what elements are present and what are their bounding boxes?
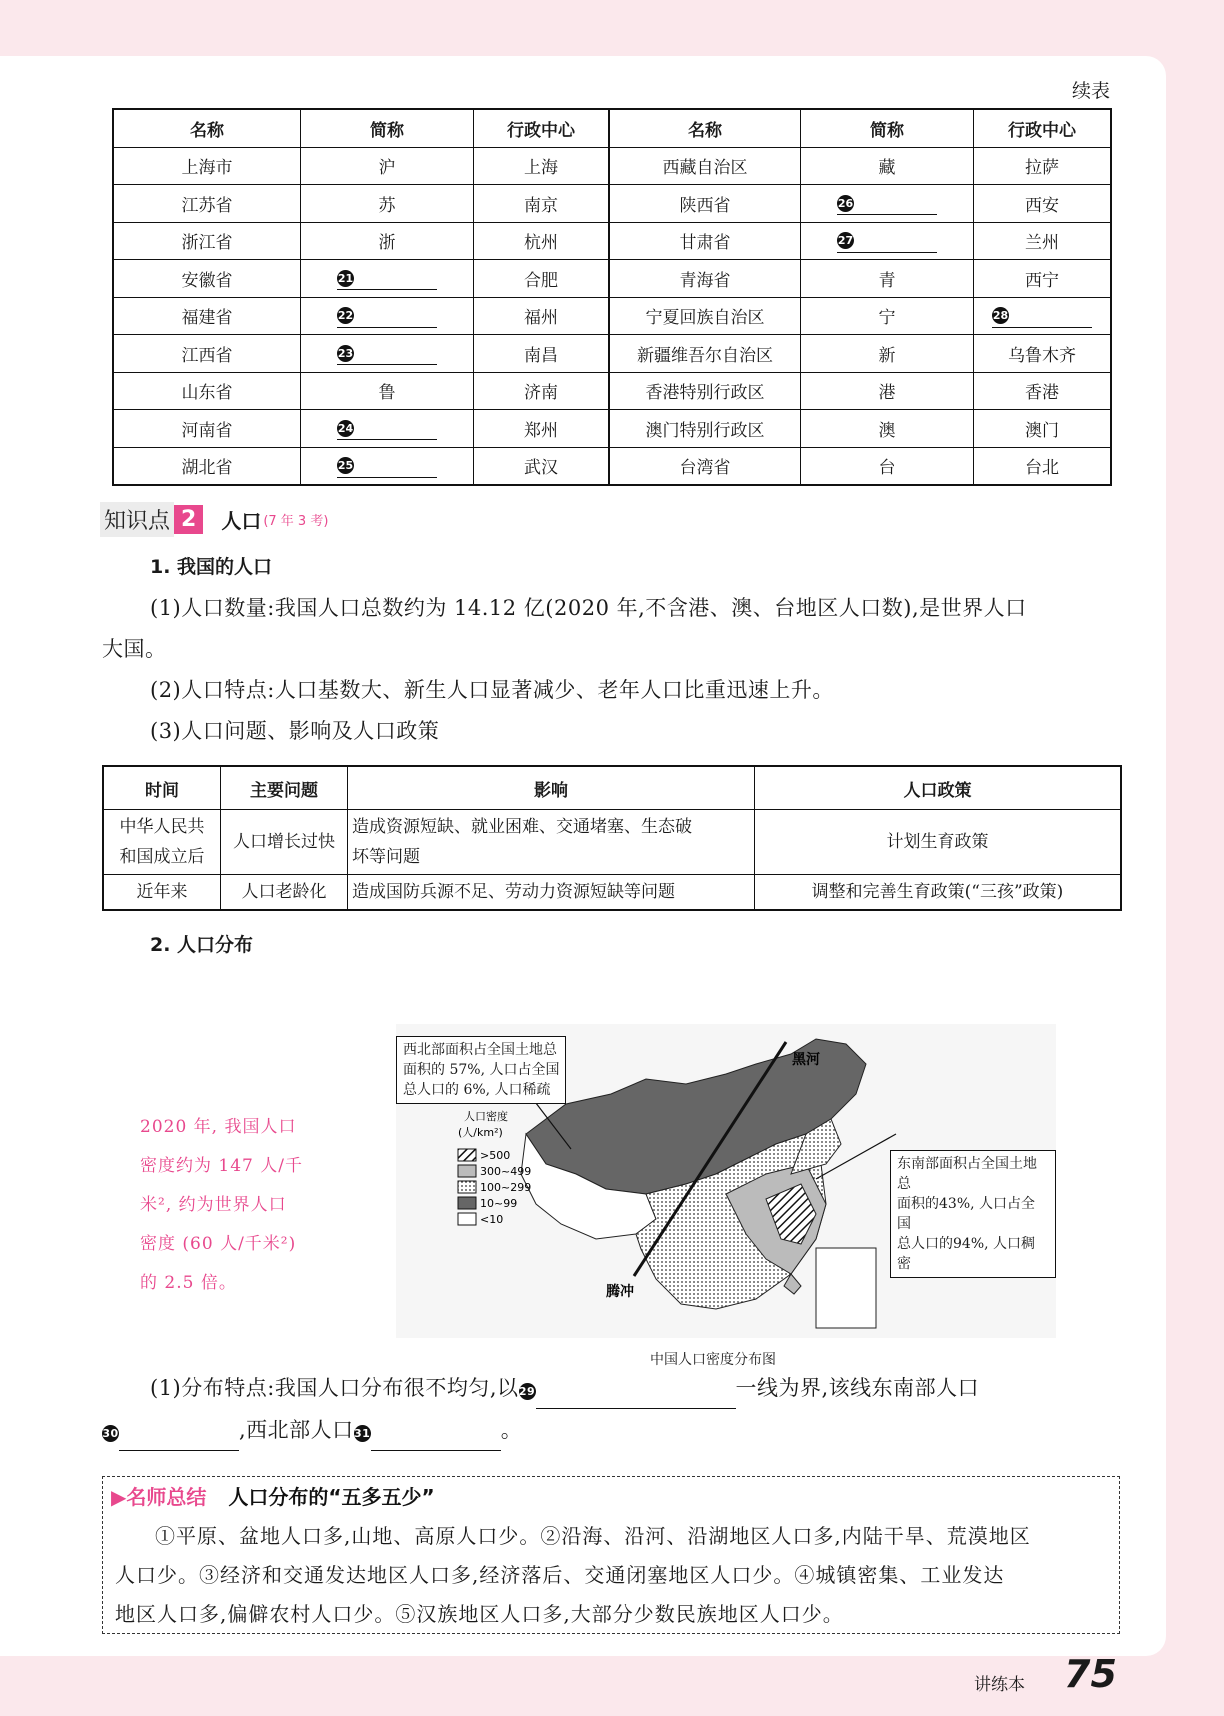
- legend-label: 10~99: [480, 1197, 518, 1210]
- cell-name: 上海市: [113, 147, 301, 185]
- question-text: 。: [500, 1418, 523, 1442]
- cell-name: 澳门特别行政区: [609, 410, 801, 448]
- header-capital: 行政中心: [474, 109, 610, 147]
- south-sea-inset: [816, 1248, 876, 1328]
- cell-name: 江西省: [113, 335, 301, 373]
- table-row: [103, 875, 1121, 911]
- cell-capital: 郑州: [474, 410, 610, 448]
- cell-capital: [974, 297, 1112, 335]
- answer-blank[interactable]: [337, 342, 437, 365]
- cell-abbr: 浙: [301, 222, 474, 260]
- cell-abbr: [801, 222, 974, 260]
- page-number: 75: [1064, 1652, 1117, 1696]
- cell-abbr: 藏: [801, 147, 974, 185]
- cell-name: 安徽省: [113, 260, 301, 298]
- note-line: 密度约为 147 人/千: [140, 1156, 303, 1176]
- summary-title: 人口分布的“五多五少”: [228, 1485, 435, 1509]
- cell-capital: 合肥: [474, 260, 610, 298]
- question-line-1: [150, 1368, 1130, 1409]
- cell-capital: 杭州: [474, 222, 610, 260]
- legend-swatch: [458, 1149, 476, 1161]
- legend-unit: (人/km²): [458, 1126, 503, 1139]
- cell-time: 近年来: [103, 875, 221, 911]
- cell-abbr: [801, 185, 974, 223]
- knowledge-point-title: 人口: [221, 509, 262, 533]
- cell-name: 青海省: [609, 260, 801, 298]
- blank-number: 26: [837, 196, 854, 210]
- cell-abbr: 港: [801, 372, 974, 410]
- cell-abbr: 新: [801, 335, 974, 373]
- cell-name: 江苏省: [113, 185, 301, 223]
- map-caption: 中国人口密度分布图: [650, 1352, 776, 1368]
- question-text: (1)分布特点:我国人口分布很不均匀,以: [150, 1376, 519, 1400]
- blank-number: 31: [354, 1427, 371, 1440]
- blank-number: 25: [337, 459, 354, 472]
- header-effect: 影响: [348, 766, 755, 810]
- label-heihe: 黑河: [792, 1052, 820, 1068]
- table-row: [113, 222, 1111, 260]
- summary-body: [115, 1517, 1111, 1634]
- table-row: [103, 810, 1121, 875]
- blank-number: 24: [337, 421, 354, 435]
- policy-table: [102, 765, 1122, 911]
- section1-title: 1. 我国的人口: [150, 556, 273, 578]
- legend-swatch: [458, 1213, 476, 1225]
- cell-problem: 人口增长过快: [221, 810, 348, 875]
- cell-capital: 福州: [474, 297, 610, 335]
- callout-line: 总人口的 6%, 人口稀疏: [403, 1082, 551, 1098]
- continuation-label: 续表: [1071, 80, 1110, 102]
- cell-capital: 南京: [474, 185, 610, 223]
- cell-capital: 乌鲁木齐: [974, 335, 1112, 373]
- cell-capital: 兰州: [974, 222, 1112, 260]
- cell-policy: 计划生育政策: [755, 810, 1122, 875]
- cell-name: 陕西省: [609, 185, 801, 223]
- page: [0, 56, 1166, 1696]
- note-line: 2020 年, 我国人口: [140, 1117, 297, 1137]
- cell-abbr: [301, 447, 474, 485]
- para-population-features: (2)人口特点:人口基数大、新生人口显著减少、老年人口比重迅速上升。: [150, 678, 834, 702]
- legend-label: 300~499: [480, 1165, 532, 1178]
- blank-number: 23: [337, 346, 354, 360]
- cell-abbr: [301, 260, 474, 298]
- header-policy: 人口政策: [755, 766, 1122, 810]
- cell-abbr: 台: [801, 447, 974, 485]
- cell-name: 甘肃省: [609, 222, 801, 260]
- para-population-size-cont: 大国。: [102, 637, 167, 661]
- blank-number: 29: [518, 1385, 536, 1398]
- cell-text: 和国成立后: [119, 847, 205, 867]
- cell-name: 福建省: [113, 297, 301, 335]
- note-line: 米², 约为世界人口: [140, 1195, 287, 1215]
- header-name: 名称: [113, 109, 301, 147]
- density-note: [140, 1108, 340, 1303]
- answer-blank[interactable]: [837, 192, 937, 215]
- callout-line: 面积的 57%, 人口占全国: [403, 1062, 560, 1078]
- cell-abbr: 沪: [301, 147, 474, 185]
- knowledge-point-label: 知识点: [100, 502, 174, 537]
- cell-abbr: [301, 410, 474, 448]
- cell-capital: 西宁: [974, 260, 1112, 298]
- cell-text: 造成资源短缺、就业困难、交通堵塞、生态破: [352, 817, 692, 837]
- cell-capital: 澳门: [974, 410, 1112, 448]
- knowledge-point-number: 2: [174, 505, 203, 534]
- legend-swatch: [458, 1181, 476, 1193]
- table-row: [113, 372, 1111, 410]
- legend-title: 人口密度: [464, 1110, 508, 1123]
- cell-abbr: [301, 335, 474, 373]
- book-label: 讲练本: [974, 1675, 1025, 1695]
- summary-heading: [111, 1481, 435, 1510]
- question-text: 一线为界,该线东南部人口: [735, 1376, 980, 1400]
- callout-line: 面积的43%, 人口占全国: [897, 1196, 1036, 1232]
- answer-blank[interactable]: [337, 305, 437, 328]
- summary-line: ①平原、盆地人口多,山地、高原人口少。②沿海、沿河、沿湖地区人口多,内陆干旱、荒漠地区: [155, 1524, 1031, 1548]
- blank-number: 27: [837, 234, 854, 247]
- province-table: [112, 108, 1112, 486]
- question-text: ,西北部人口: [239, 1418, 354, 1442]
- answer-blank[interactable]: [337, 417, 437, 440]
- cell-capital: 南昌: [474, 335, 610, 373]
- cell-problem: 人口老龄化: [221, 875, 348, 911]
- table-header-row: [103, 766, 1121, 810]
- cell-capital: 上海: [474, 147, 610, 185]
- cell-abbr: 宁: [801, 297, 974, 335]
- legend-label: >500: [480, 1149, 511, 1162]
- table-row: [113, 335, 1111, 373]
- cell-text: 坏等问题: [352, 847, 420, 867]
- table-row: [113, 447, 1111, 485]
- answer-blank[interactable]: [337, 455, 437, 478]
- table-row: [113, 185, 1111, 223]
- answer-blank[interactable]: [337, 267, 437, 290]
- cell-name: 台湾省: [609, 447, 801, 485]
- cell-name: 宁夏回族自治区: [609, 297, 801, 335]
- table-row: [113, 410, 1111, 448]
- blank-number: 30: [102, 1427, 119, 1440]
- legend-label: 100~299: [480, 1181, 532, 1194]
- answer-blank[interactable]: [992, 305, 1092, 328]
- cell-abbr: 澳: [801, 410, 974, 448]
- legend-label: <10: [480, 1213, 504, 1226]
- question-line-2: [102, 1410, 522, 1451]
- answer-blank-30[interactable]: [119, 1426, 239, 1451]
- cell-capital: 西安: [974, 185, 1112, 223]
- table-row: [113, 260, 1111, 298]
- cell-abbr: 鲁: [301, 372, 474, 410]
- cell-time: [103, 810, 221, 875]
- cell-policy: 调整和完善生育政策(“三孩”政策): [755, 875, 1122, 911]
- header-name: 名称: [609, 109, 801, 147]
- table-row: [113, 147, 1111, 185]
- legend-swatch: [458, 1165, 476, 1177]
- summary-tag: ▶名师总结: [111, 1485, 207, 1509]
- callout-line: 西北部面积占全国土地总: [403, 1042, 557, 1058]
- answer-blank-29[interactable]: [536, 1384, 736, 1409]
- cell-effect: [348, 810, 755, 875]
- header-time: 时间: [103, 766, 221, 810]
- callout-line: 总人口的94%, 人口稠密: [897, 1236, 1036, 1272]
- label-tengchong: 腾冲: [606, 1284, 634, 1300]
- cell-capital: 香港: [974, 372, 1112, 410]
- header-capital: 行政中心: [974, 109, 1112, 147]
- cell-effect: 造成国防兵源不足、劳动力资源短缺等问题: [348, 875, 755, 911]
- cell-abbr: 苏: [301, 185, 474, 223]
- exam-frequency-tag: (7 年 3 考): [263, 514, 329, 529]
- cell-name: 湖北省: [113, 447, 301, 485]
- summary-line: 地区人口多,偏僻农村人口少。⑤汉族地区人口多,大部分少数民族地区人口少。: [115, 1602, 844, 1626]
- cell-name: 浙江省: [113, 222, 301, 260]
- table-row: [113, 297, 1111, 335]
- knowledge-point-heading: [100, 502, 328, 537]
- cell-name: 新疆维吾尔自治区: [609, 335, 801, 373]
- population-density-map: [396, 1024, 1056, 1338]
- callout-line: 东南部面积占全国土地总: [897, 1156, 1037, 1192]
- cell-abbr: 青: [801, 260, 974, 298]
- cell-name: 河南省: [113, 410, 301, 448]
- note-line: 密度 (60 人/千米²): [140, 1234, 297, 1254]
- header-problem: 主要问题: [221, 766, 348, 810]
- answer-blank-31[interactable]: [371, 1426, 501, 1451]
- blank-number: 28: [992, 309, 1009, 322]
- legend-swatch: [458, 1197, 476, 1209]
- header-abbr: 简称: [301, 109, 474, 147]
- cell-text: 中华人民共: [119, 817, 205, 837]
- summary-line: 人口少。③经济和交通发达地区人口多,经济落后、交通闭塞地区人口少。④城镇密集、工业发达: [115, 1563, 1005, 1587]
- para-population-issues: (3)人口问题、影响及人口政策: [150, 719, 440, 743]
- cell-name: 西藏自治区: [609, 147, 801, 185]
- teacher-summary-box: [102, 1476, 1120, 1634]
- cell-abbr: [301, 297, 474, 335]
- para-population-size: (1)人口数量:我国人口总数约为 14.12 亿(2020 年,不含港、澳、台地区人口数),是世界人口: [150, 596, 1027, 620]
- cell-capital: 拉萨: [974, 147, 1112, 185]
- answer-blank[interactable]: [837, 230, 937, 253]
- blank-number: 22: [337, 309, 354, 322]
- callout-northwest: [396, 1036, 566, 1104]
- blank-number: 21: [337, 271, 354, 285]
- table-header-row: [113, 109, 1111, 147]
- cell-name: 香港特别行政区: [609, 372, 801, 410]
- cell-name: 山东省: [113, 372, 301, 410]
- cell-capital: 武汉: [474, 447, 610, 485]
- note-line: 的 2.5 倍。: [140, 1273, 237, 1293]
- section2-title: 2. 人口分布: [150, 934, 254, 956]
- header-abbr: 简称: [801, 109, 974, 147]
- cell-capital: 济南: [474, 372, 610, 410]
- callout-southeast: [890, 1150, 1056, 1278]
- cell-capital: 台北: [974, 447, 1112, 485]
